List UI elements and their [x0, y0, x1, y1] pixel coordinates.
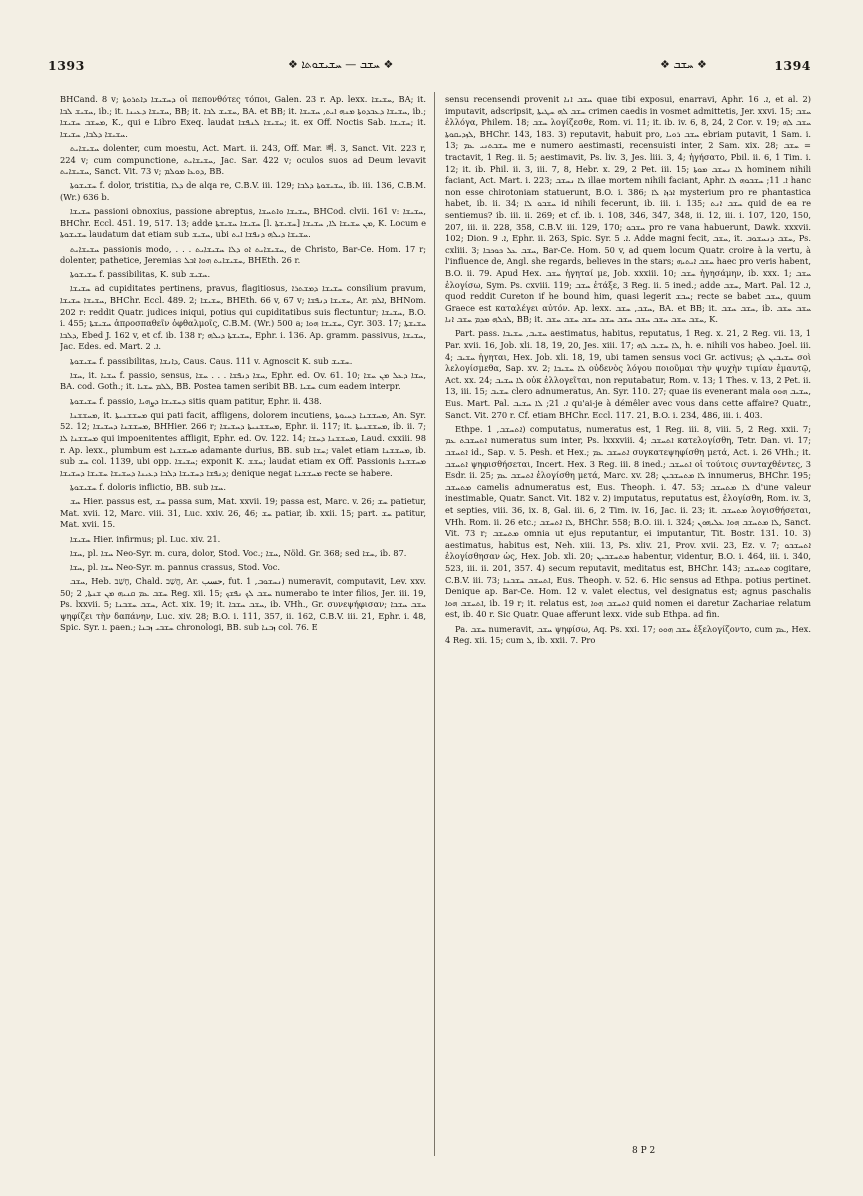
- entry-paragraph: ܚܫܝܫܐܝܬ dolenter, cum moestu, Act. Mart. ii. 243, Off. Mar. 뼈. 3, Sanct. Vit. 223 r, 224 v; cum compunctione, ܚܫܝܫܐܝܬ, Jac. Sar. 422 v; oculos suos ad Deum levavit ܚܫܝܫܐܝܬ, Sanct. Vit. 73 v; ܕܘܥܐ ܡܘܠܡ, BB.: [60, 142, 426, 177]
- entry-paragraph: ܚܫܝܫܘܬܐ f. passibilitas, K. sub ܚܫܝܫ.: [70, 269, 211, 280]
- entry-paragraph: sensu recensendi provenit ܚܫܒ ܐܢܐ quae tibi exposui, enarravi, Aphr. ܐ. 16, et al. 2) imputavit, adscripsit, ܚܫܒ ܠܗ ܚܛܝܬܐ crimen caedis in vosmet admittetis, Jer. xxvi. 15; ܚܫܒ ἐλλόγα, Philem. 18; ܚܫܒ λογίζεσθε, Rom. vi. 11; it. ib. iv. 6, 8, 24, 2 Cor. v. 19; ܚܫܒ ܠܗ ܠܙܕܝܩܘܬܐ, BHChr. 143, 183. 3) reputavit, habuit pro, ܚܫܒ ܪܘܝܐ ebriam putavit, 1 Sam. i. 13; ܚܫܒܬܢܝ ܥܡ me e numero aestimasti, recensuisti inter, 2 Sam. xix. 28; ܚܫܒ = tractavit, 1 Reg. ii. 5; aestimavit, Ps. liv. 3, Jes. liii. 3, 4; ἡγήσατο, Pbil. ii. 6, 1 Tim. i. 12; it. ib. Phil. ii. 3, iii. 7, 8, Hebr. x. 29, 2 Pet. iii. 15; ܠܐ ܢܚܫܒ ܡܘܬܐ hominem nihili faciant, Act. Mart. i. 223; ܠܐ ܢܚܫܒ illae mortem nihili faciant, Aphr. ܐ. 11; ܚܫܒܘܗ ܠܐ hanc non esse chirotoniam statuerunt, B.O. i. 386; ܐܪܙܐ ܠܐ mysterium pro re phantastica habet, ib. ii. 34; ܚܫܒܘ ܠܐ id nihili fecerunt, ib. iii. i. 135; ܚܫܒ ܐܢܬ quid de ea re sentiemus? ib. iii. ii. 269; et cf. ib. i. 108, 346, 347, 348, ii. 12, iii. i. 107, 120, 150, 207, iii. ii. 228, 358, C.B.V. iii. 129, 170; ܚܫܒܘ pro re vana habuerunt, Dawk. xxxvii. 102; Dion. ܐ. 9, Ephr. ii. 263, Spic. Syr. ܐ. 5. Adde magni fecit, ܚܫܒ, it. ܚܫܒ ܕܢܚܫܘܒ, Ps. cxliii. 3; ܚܫܒ ܥܠ ܟܘܟܒܐ, Bar-Ce. Hom. 50 v, ad quem locum Quatr. croire à la vertu, à l'influence de, Angl. she regards, believes in the stars; ܚܫܒ ܐܝܬܝܗ haec pro veris habent, B.O. ii. 79. Apud Hex. ܚܫܒ ἡγηταί με, Job. xxxiii. 10; ܚܫܒ ἡγησάμην, ib. xxx. 1; ܚܫܒ ἐλογίσω, Sym. Ps. cxviii. 119; ܚܫܒ ἐτάξε, 3 Reg. ii. 5 ined.; adde ܚܫܒ, Mart. Pal. ܐ. 12, quod reddit Cureton if he bound him, quasi legerit ܚܒܫ; recte se babet ܚܫܒ, quum Graece est καταλέγει αὐτόν. Ap. lexx. ܚܫܒ, ܚܫܒ, BA. et BB; it. ܚܫܒ ܚܫܒ, ib. ܚܫܒ ܚܫܒ ܠܟܠܗ ܡܕܡ ܚܫܒ ܐܢܐ, BB; it. ܚܫܒ ܚܫܒ ܚܫܒ ܚܫܒ ܚܫܒ ܚܫܒ ܚܫܒ ܚܫܒ ܚܫܒ, K.: [445, 94, 811, 325]
- entry-paragraph: Pa. ܚܫܒ numeravit, ܚܫܒ ψηφίσω, Aq. Ps. xxi. 17; ܚܫܒ ܗܘܘ ἐξελογίζοντο, cum ܥܡ, Hex. 4 Reg. xii. 15; cum ܠ, ib. xxii. 7. Pro: [445, 623, 811, 646]
- entry-paragraph: ܚܫܝܫܐ passioni obnoxius, passione abreptus, ܚܫܝܫܐ ܘܐܬܚܫܐ, BHCod. clvii. 161 v: ܚܫܝܫܐ, BHChr. Eccl. 451. 19, 517. 13; adde ܚܫܝܫܐ ܚܫܝܫܬܐ [l. ܚܫܝܫܬܐ] ܡܢ ܚܫܝܫܐ ܠܐ, ܚܫܝܫܐ, K. Locum e ܚܫܝܫܘܬܐ laudatum dat etiam sub ܚܫܝܫ, ubi ܚܫܝܫܐ ܕܝܠܗ ܕܢܦܫܐ ܐܝܬ.: [60, 206, 426, 240]
- right-column: [445, 94, 811, 1156]
- entry-paragraph: ܚܫܝܫܘܬܐ f. doloris inflictio, BB. sub ܚܫܐ.: [70, 481, 226, 492]
- entry-paragraph: Ethpe. ܐܬܚܫܒ, 1) computatus, numeratus est, 1 Reg. iii. 8, viii. 5, 2 Reg. xxii. 7; ܐܬܚܫܒܬ ܥܡ numeratus sum inter, Ps. lxxxviii. 4; ܐܬܚܫܒ κατελογίσθη, Tetr. Dan. vi. 17; ܐܬܚܫܒ id., Sap. v. 5. Pesh. et Hex.; ܐܬܚܫܒ ܥܡ συγκατεψηφίσθη μετά, Act. i. 26 VHh.; it. ܐܬܚܫܒ ψηφισθήσεται, Incert. Hex. 3 Reg. iii. 8 ined.; ܐܬܚܫܒ οἱ τούτοις συνταχθέντες, 3 Esdr. ii. 25; ܐܬܚܫܒ ܥܡ ἐλογίσθη μετά, Marc. xv. 28; ܠܐ ܡܬܚܫܒܝܢ innumerus, BHChr. 195; ܡܬܚܫܒ camelis adnumeratus est, Eus. Theoph. i. 47. 53; ܠܐ ܡܬܚܫܒ d'une valeur inestimable, Quatr. Sanct. Vit. 182 v. 2) imputatus, reputatus est, ἐλογίσθη, Rom. iv. 3, et septies, viii. 36, ix. 8, Gal. iii. 6, 2 Tim. iv. 16, Jac. ii. 23; it. ܡܬܚܫܒ λογισθήσεται, VHh. Rom. ii. 26 etc.; ܠܐ ܐܬܚܫܒ, BHChr. 558; B.O. iii. i. 324; ܠܐ ܡܬܚܫܒ ܗܘܐ ܥܠܝܗܘܢ, Sanct. Vit. 73 r; ܡܬܚܫܒ omnia ut ejus reputantur, ei imputantur, Tit. Bostr. 131. 10. 3) aestimatus, habitus est, Neh. xiii. 13, Ps. xliv. 21, Prov. xvii. 23, Ez. v. 7; ܐܬܚܫܒܘ ἐλογίσθησαν ὡς, Hex. Job. xli. 20; ܡܬܚܫܒܝܢ habentur, videntur, B.O. i. 464, iii. i. 340, 523, iii. ii. 201, 357. 4) secum reputavit, meditatus est, BHChr. 143; ܡܬܚܫܒ cogitare, C.B.V. iii. 73; ܐܬܚܫܒ ܚܫܒܢܐ, Eus. Theoph. v. 52. 6. Hic sensus ad Ethpa. potius pertinet. Denique ap. Bar-Ce. Hom. 12 v. valet electus, vel designatus est; agnus paschalis ܐܬܚܫܒ ܗܘܐ, ib. 19 r; it. relatus est, ܐܬܚܫܒ ܗܘܐ quid nomen ei daretur Zachariae relatum est, ib. 40 r. Sic Quatr. Quae afferunt lexx. vide sub Ethpa. ad fin.: [445, 423, 811, 620]
- entry-paragraph: BHCand. 8 v; ܕܚܫܝܫܐ ܕܐܬܪܘܬܐ οἱ πεπονθότες τόποι, Galen. 23 r. Ap. lexx. ܚܫܝܫܐ, BA; it. ܚܫܝܫ ܠܒܐ, ib.; it. ܚܫܝܫܐ ܕܥܝܢܐ, BB; it. ܚܫܝܫ ܠܒܐ, BA. et BB; it. ܚܫܝܫܐ ܕܥܒܕܘܬܐ ܡܢܗ ܐܝܬ, ܚܫܝܫܐ, ib.; ܡܚܫܒ ܚܫܝܫܐ, K., qui e Libro Exeq. laudat ܚܫܝܫܐ ܠܢܦܫܐ; it. ex Off. Noctis Sab. ܚܫܝܫܐ; it. ܚܫܝܫܐ ܕܠܒܐ, ܚܫܝܫܐ.: [60, 94, 426, 139]
- entry-paragraph: ܚܫܝܫܐ Hier. infirmus; pl. Luc. xiv. 21.: [70, 533, 221, 544]
- entry-paragraph: ܚܫܒ, Heb. חָשַׁב, Chald. חֲשַׁב, Ar. حسب, fut. ܢܚܫܘܒ, 1) numeravit, computavit, Lev. xxv. 50; ܚܫܒ ܥܡ ܩܢܝܗ ܡܢ ܫܢܬܐ, 2 Reg. xii. 15; ܚܫܒ ܠܟ ܢܦܫܟ numerabo te inter filios, Jer. iii. 19, Ps. lxxvii. 5; ܚܫܒ ܚܫܒܢܐ, Act. xix. 19; it. ܚܫܒ ܚܫܒܐ, ib. VHh., Gr. συνεψήφισαν; ܚܫܒ ܚܫܒܐ ψηφίζει τὴν δαπάνην, Luc. xiv. 28; B.O. i. 111, 357, ii. 162, C.B.V. iii. 21, Ephr. i. 48, Spic. Syr. ܐ. paen.; ܚܫܒܝ ܙܒܢܐ chronologi, BB. sub ܙܒܢܐ col. 76. E: [60, 576, 426, 633]
- left-page-number: 1393: [48, 57, 85, 73]
- right-running-title: ❖ ܚܫܒ ❖: [660, 58, 707, 71]
- entry-paragraph: ܚܫܐ, pl. ܚܫܐ Neo-Syr. m. cura, dolor, Stod. Voc.; ܚܫܐ, Nöld. Gr. 368; sed ܚܫܐ, ib. 87.: [70, 547, 407, 558]
- left-running-title: ❖ ܚܫܒ — ܚܫܝܫܘܬܐ ❖: [288, 58, 394, 71]
- page-header: [48, 54, 811, 76]
- entry-paragraph: ܚܫܝܫܐ ad cupiditates pertinens, pravus, flagitiosus, ܚܫܝܫܐ ܕܡܫܬܪܐ consilium pravum, ܚܫܝܫܐ ܚܫܝܫܐ, BHChr. Eccl. 489. 2; ܚܫܝܫܐ, BHEth. 66 v, 67 v; ܚܫܝܫܐ ܕܢܦܫܐ, Ar. ܐܠܡ, BHNom. 202 r: reddit Quatr. judices iniqui, potius qui cupiditatibus suis flectuntur; ܚܫܝܫܐ, B.O. i. 455; ܚܫܝܫܬܐ ἀπροσπαθεῖν ὀφθαλμοῖς, C.B.M. (Wr.) 500 a; ܚܫܝܫܐ ܗܘܐ, Cyr. 303. 17; ܚܫܝܫܬܐ ܕܠܒܐ, Ebed J. 162 v, et cf. ib. 138 r; ܚܫܝܫܬܐ ܕܝܠܗ, Ephr. i. 136. Ap. gramm. passivus, ܚܫܝܫܐ, Jac. Edes. ed. Mart. ܐ. 2.: [60, 283, 426, 352]
- entry-paragraph: ܚܫܐ, it. ܚܫܝܐ f. passio, sensus, ܚܫܐ ܕܢܦܫܐ . . . ܚܫܐ, Ephr. ed. Ov. 61. 10; ܚܫܐ ܕܥܠ ܡܢ ܚܫܐ, BA. cod. Goth.; it. ܠܠܡ ܚܫܝܐ, BB. Postea tamen seribit BB. ܚܫܝܐ cum eadem interpr.: [60, 369, 426, 392]
- signature-mark: 8 P 2: [632, 1146, 656, 1156]
- entry-paragraph: ܚܫܐ, pl. ܚܫܐ Neo-Syr. m. pannus crassus, Stod. Voc.: [70, 561, 281, 572]
- entry-paragraph: ܚܫ Hier. passus est, ܚܫ passa sum, Mat. xxvii. 19; passa est, Marc. v. 26; ܚܫ patietur, Mat. xvii. 12, Marc. viii. 31, Luc. xxiv. 26, 46; ܚܫ patiar, ib. xxii. 15; part. ܚܫ patitur, Mat. xvii. 15.: [60, 496, 426, 530]
- column-divider: [434, 92, 435, 1156]
- left-column: [60, 94, 426, 1156]
- entry-paragraph: ܡܚܫܫܢܐ, it. ܡܚܫܫܢܝܬܐ qui pati facit, affligens, dolorem incutiens, ܡܚܫܫܢܐ ܕܚܝܘܬܐ, An. Syr. 52. 12; ܡܚܫܫܢܐ ܕܚܫܝܫܐ, BHHier. 266 r; ܡܚܫܫܢܝܬܐ ܕܚܫܝܫܐ, Ephr. ii. 117; it. ܡܚܫܫܢܝܬܐ, ib. ii. 7; ܡܚܫܫܢܐ ܠܐ qui impoenitentes affligit, Ephr. ed. Ov. 122. 14; ܡܚܫܫܢܐ ܕܚܫܐ, Laud. cxxiii. 98 r. Ap. lexx., plumbum est ܡܚܫܫܢܐ adamante durius, BB. sub ܚܫܐ; valet etiam ܡܚܫܫܢܐ, ib. sub ܚܫ col. 1139, ubi opp. ܚܫܝܫܐ; exponit K. ܚܫܫ; laudat etiam ex Off. Passionis ܡܚܫܫܢܐ ܕܢܦܫܐ ܕܚܫܝܫܐ ܕܠܒܐ ܕܥܝܢܐ ܕܚܫܝܫܐ ܚܫܝܫܐ ܕܚܫܝܫܐ; denique negat ܡܚܫܫܢܐ recte se habere.: [60, 409, 426, 478]
- entry-paragraph: ܚܫܝܫܘܬܐ f. passio, ܕܚܫܝܫܐ ܕܨܗܝܐ sitis quam patitur, Ephr. ii. 438.: [70, 395, 322, 406]
- entry-paragraph: ܚܫܝܫܘܬܐ f. dolor, tristitia, ܕܠܐ de alqa re, C.B.V. iii. 129; ܚܫܝܫܘܬܐ ܕܠܒܐ, ib. iii. 136, C.B.M. (Wr.) 636 b.: [60, 180, 426, 202]
- right-page-number: 1394: [774, 57, 811, 73]
- entry-paragraph: ܚܫܝܫܘܬܐ f. passibilitas, ܕܐܢܫܐ, Caus. Caus. 111 v. Agnoscit K. sub ܚܫܝܫ.: [70, 355, 353, 366]
- entry-paragraph: Part. pass. ܚܫܝܒ, ܚܫܝܒܐ aestimatus, habitus, reputatus, 1 Reg. x. 21, 2 Reg. vii. 13, 1 Par. xvii. 16, Job. xli. 18, 19, 20, Jes. xiii. 17; ܠܐ ܚܫܝܒ ܠܗ, h. e. nihili vos habeo. Joel. iii. 4; ܚܫܝܒ ἡγηται, Hex. Job. xli. 18, 19, ubi tamen sensus voci Gr. activus; ܚܫܝܒܝܢ ܠܟ σοὶ λελογίσμεθα, Sap. xv. 2; ܠܐ ܚܫܝܒܐ οὐδενὸς λόγου ποιοῦμαι τὴν ψυχὴν τιμίαν ἐμαυτῷ, Act. xx. 24; ܠܐ ܚܫܝܒ οὐκ ἐλλογεῖται, non reputabatur, Rom. v. 13; 1 Thes. v. 13, 2 Pet. ii. 13, iii. 15; ܚܫܝܒ clero adnumeratus, An. Syr. 110. 27; quae iis evenerant mala ܚܫܝܒ ܗܘܘ, Eus. Mart. Pal. ܐ. 21; ܠܐ ܚܫܝܒ qu'ai-je à démêler avec vous dans cette affaire? Quatr., Sanct. Vit. 270 r. Cf. etiam BHChr. Eccl. 117. 21, B.O. i. 234, 486, iii. i. 403.: [445, 328, 811, 420]
- entry-paragraph: ܚܫܝܫܐܝܬ passionis modo, . . . ܚܫܝܫܐܝܬ ܐܘ ܕܠܐ ܚܫܝܫܐܝܬ, de Christo, Bar-Ce. Hom. 17 r; dolenter, pathetice, Jeremias ܚܫܝܫܐܝܬ ܗܘܐ ܐܒܠ, BHEth. 26 r.: [60, 243, 426, 266]
